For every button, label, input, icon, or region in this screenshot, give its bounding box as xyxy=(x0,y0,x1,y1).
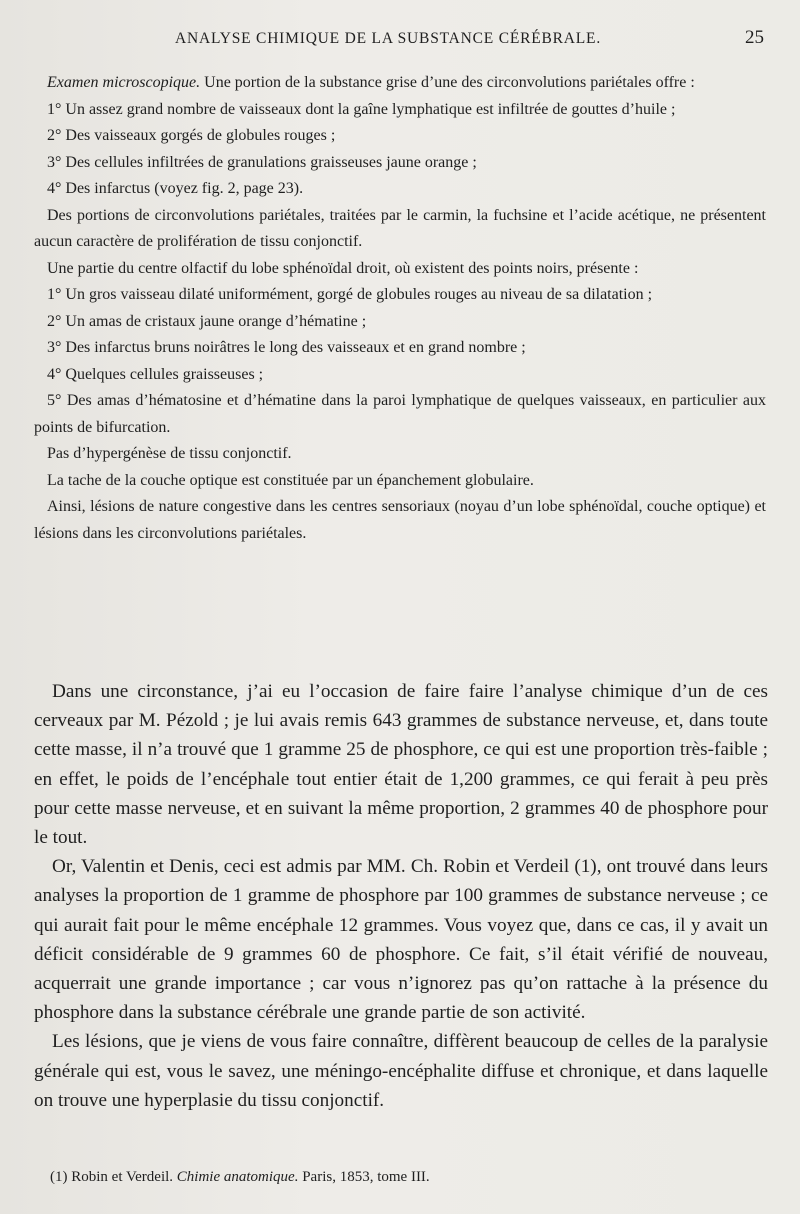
microscopic-exam-section xyxy=(34,70,766,547)
paragraph: Des portions de circonvolutions pariétales, traitées par le carmin, la fuchsine et l’acide acétique, ne présentent aucun caractère de prolifération de tissu conjonctif. xyxy=(34,206,766,250)
list-item: 3° Des cellules infiltrées de granulations graisseuses jaune orange ; xyxy=(47,153,477,171)
paragraph: Ainsi, lésions de nature congestive dans les centres sensoriaux (noyau d’un lobe sphénoïdal, couche optique) et lésions dans les circonvolutions pariétales. xyxy=(34,498,766,542)
running-header xyxy=(60,27,764,54)
list-item: 1° Un assez grand nombre de vaisseaux dont la gaîne lymphatique est infiltrée de gouttes d’huile ; xyxy=(47,100,676,118)
paragraph: La tache de la couche optique est constituée par un épanchement globulaire. xyxy=(47,471,534,489)
intro-text: Une portion de la substance grise d’une des circonvolutions pariétales offre : xyxy=(200,74,695,91)
paragraph: Dans une circonstance, j’ai eu l’occasion de faire faire l’analyse chimique d’un de ces cerveaux par M. Pézold ; je lui avais remis 643 grammes de substance nerveuse, et, dans toute cette masse, il n’a trouvé que 1 gramme 25 de phosphore, ce qui est une proportion très-faible ; en effet, le poids de l’encéphale tout entier était de 1,200 grammes, ce qui ferait à peu près pour cette masse nerveuse, et en suivant la même proportion, 2 grammes 40 de phosphore pour le tout. xyxy=(34,681,768,849)
paragraph: Une partie du centre olfactif du lobe sphénoïdal droit, où existent des points noirs, présente : xyxy=(47,259,639,277)
list-item: 1° Un gros vaisseau dilaté uniformément, gorgé de globules rouges au niveau de sa dilatation ; xyxy=(47,286,653,303)
paragraph: Pas d’hypergénèse de tissu conjonctif. xyxy=(47,445,292,462)
list-item: 3° Des infarctus bruns noirâtres le long des vaisseaux et en grand nombre ; xyxy=(47,339,526,356)
list-item: 4° Quelques cellules graisseuses ; xyxy=(47,365,264,383)
paragraph: Les lésions, que je viens de vous faire connaître, diffèrent beaucoup de celles de la paralysie générale qui est, vous le savez, une méningo-encéphalite diffuse et chronique, et dans laquelle on trouve une hyperplasie du tissu conjonctif. xyxy=(34,1031,768,1111)
list-item: 2° Des vaisseaux gorgés de globules rouges ; xyxy=(47,127,336,144)
footnote-marker: (1) xyxy=(50,1169,68,1185)
list-item: 2° Un amas de cristaux jaune orange d’hématine ; xyxy=(47,312,367,330)
paragraph: Or, Valentin et Denis, ceci est admis par MM. Ch. Robin et Verdeil (1), ont trouvé dans leurs analyses la proportion de 1 gramme de phosphore par 100 grammes de substance nerveuse ; ce qui aurait fait pour le même encéphale 12 grammes. Vous voyez que, dans ce cas, il y avait un déficit considérable de 9 grammes 60 de phosphore. Ce fait, s’il était vérifié de nouveau, acquerrait une grande importance ; car vous n’ignorez pas qu’on rattache à la présence du phosphore dans la substance cérébrale une grande partie de son activité. xyxy=(34,856,768,1024)
page-number: 25 xyxy=(745,27,764,48)
footnote-authors: Robin et Verdeil. xyxy=(67,1169,177,1185)
list-item: 4° Des infarctus (voyez fig. 2, page 23). xyxy=(47,180,304,197)
footnote xyxy=(50,1167,750,1187)
footnote-details: Paris, 1853, tome III. xyxy=(298,1169,430,1185)
footnote-title: Chimie anatomique. xyxy=(176,1169,299,1185)
main-text-section xyxy=(34,677,768,1115)
section-label: Examen microscopique. xyxy=(47,74,201,91)
list-item: 5° Des amas d’hématosine et d’hématine dans la paroi lymphatique de quelques vaisseaux, en particulier aux points de bifurcation. xyxy=(34,392,766,436)
running-title: ANALYSE CHIMIQUE DE LA SUBSTANCE CÉRÉBRALE. xyxy=(175,30,602,47)
paragraph-intro xyxy=(34,70,766,97)
